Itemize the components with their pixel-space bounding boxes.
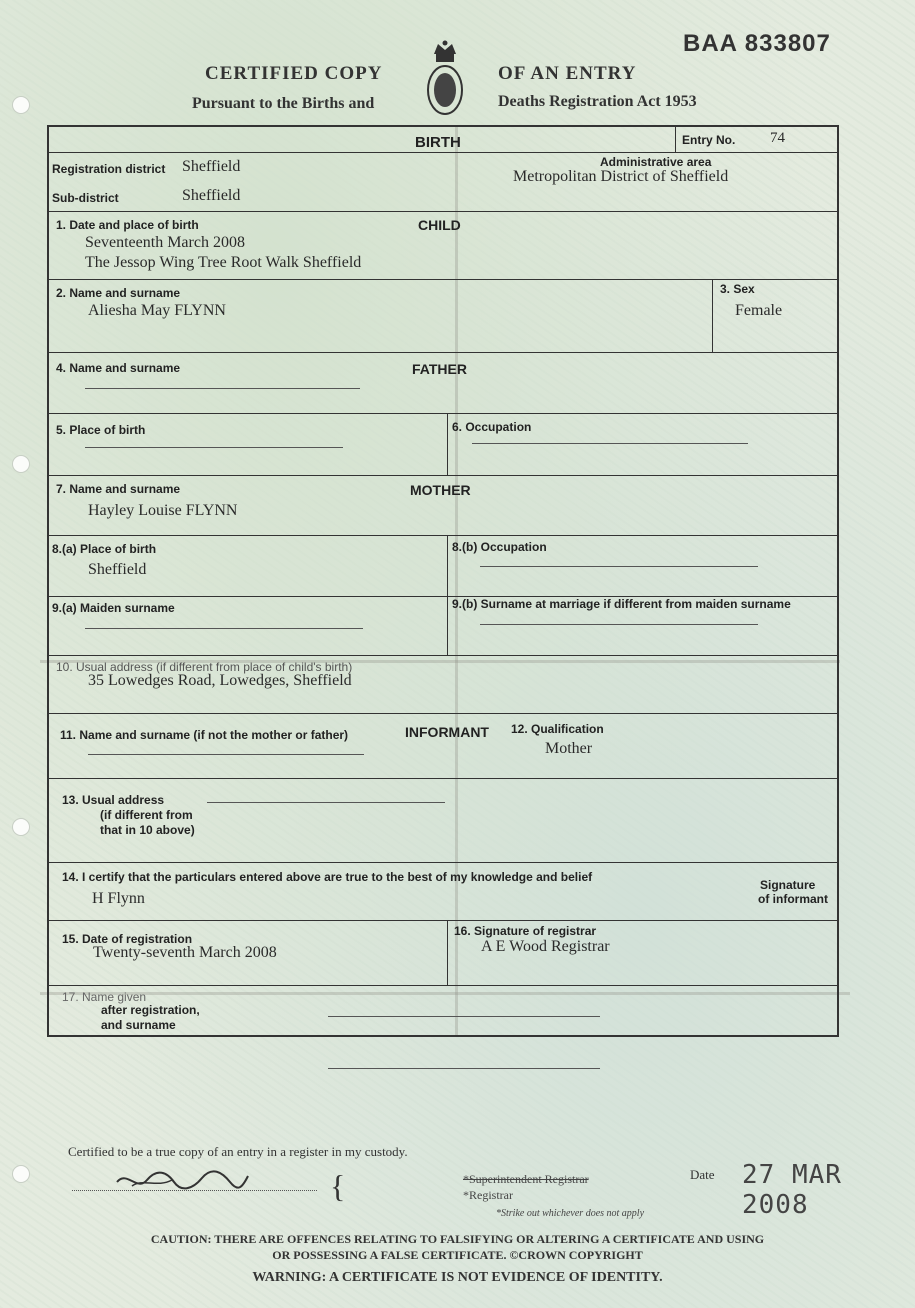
field-10-label: 10. Usual address (if different from place of child's birth) bbox=[56, 660, 353, 674]
caution-line-1: CAUTION: THERE ARE OFFENCES RELATING TO FALSIFYING OR ALTERING A CERTIFICATE AND USING bbox=[150, 1232, 765, 1246]
registrar-option: *Registrar bbox=[463, 1188, 513, 1202]
row-divider bbox=[47, 862, 839, 863]
child-name: Aliesha May FLYNN bbox=[88, 302, 226, 319]
reg-district-label: Registration district bbox=[52, 162, 166, 176]
informant-qualification: Mother bbox=[545, 740, 593, 757]
row-divider bbox=[47, 413, 839, 414]
child-dob: Seventeenth March 2008 bbox=[85, 234, 245, 251]
field-5-label: 5. Place of birth bbox=[56, 423, 146, 437]
blank-line bbox=[85, 388, 360, 389]
sub-district-value: Sheffield bbox=[182, 187, 241, 204]
title-right: OF AN ENTRY bbox=[498, 63, 637, 84]
row-divider bbox=[47, 655, 839, 656]
admin-area-value: Metropolitan District of Sheffield bbox=[513, 168, 729, 185]
date-stamp: 27 MAR 2008 bbox=[742, 1160, 842, 1220]
column-divider bbox=[447, 413, 448, 475]
blank-line bbox=[88, 754, 364, 755]
superintendent-registrar: *Superintendent Registrar bbox=[463, 1172, 589, 1186]
row-divider bbox=[47, 475, 839, 476]
field-4-label: 4. Name and surname bbox=[56, 361, 181, 375]
entry-no-value: 74 bbox=[770, 130, 785, 146]
row-divider bbox=[47, 211, 839, 212]
section-father: FATHER bbox=[412, 361, 467, 377]
registration-date: Twenty-seventh March 2008 bbox=[93, 944, 277, 961]
date-label: Date bbox=[690, 1167, 715, 1182]
row-divider bbox=[47, 279, 839, 280]
sub-district-label: Sub-district bbox=[52, 191, 119, 205]
blank-line bbox=[85, 447, 343, 448]
section-mother: MOTHER bbox=[410, 482, 471, 498]
subtitle-right: Deaths Registration Act 1953 bbox=[498, 93, 697, 110]
serial-number: BAA 833807 bbox=[683, 30, 831, 57]
column-divider bbox=[447, 920, 448, 985]
admin-area-label: Administrative area bbox=[600, 155, 712, 169]
child-sex: Female bbox=[735, 302, 783, 319]
subtitle-left: Pursuant to the Births and bbox=[192, 95, 375, 112]
field-1-label: 1. Date and place of birth bbox=[56, 218, 199, 232]
registrar-signature: A E Wood Registrar bbox=[481, 938, 610, 955]
field-17-label: 17. Name given bbox=[62, 990, 147, 1004]
field-7-label: 7. Name and surname bbox=[56, 482, 181, 496]
field-9b-label: 9.(b) Surname at marriage if different from maiden surname bbox=[452, 597, 791, 611]
reg-district-value: Sheffield bbox=[182, 158, 241, 175]
row-divider bbox=[47, 152, 839, 153]
blank-line bbox=[472, 443, 748, 444]
row-divider bbox=[47, 535, 839, 536]
row-divider bbox=[47, 352, 839, 353]
registrar-signature-scribble-icon bbox=[112, 1168, 252, 1194]
field-13-label: 13. Usual address bbox=[62, 793, 165, 807]
brace: { bbox=[330, 1168, 346, 1204]
section-informant: INFORMANT bbox=[405, 724, 489, 740]
blank-line bbox=[85, 628, 363, 629]
field-3-label: 3. Sex bbox=[720, 282, 755, 296]
field-15-label: 15. Date of registration bbox=[62, 932, 193, 946]
field-13-sub1: (if different from bbox=[100, 808, 193, 822]
usual-address: 35 Lowedges Road, Lowedges, Sheffield bbox=[88, 672, 352, 689]
field-13-sub2: that in 10 above) bbox=[100, 823, 195, 837]
field-17-sub2: and surname bbox=[101, 1018, 176, 1032]
column-divider bbox=[447, 535, 448, 655]
blank-line bbox=[480, 624, 758, 625]
blank-line bbox=[207, 802, 445, 803]
punch-hole bbox=[12, 1165, 30, 1183]
section-child: CHILD bbox=[418, 217, 461, 233]
blank-line bbox=[328, 1016, 600, 1017]
entry-no-label: Entry No. bbox=[682, 133, 736, 147]
field-11-label: 11. Name and surname (if not the mother or father) bbox=[60, 728, 349, 742]
title-left: CERTIFIED COPY bbox=[205, 63, 383, 84]
blank-line bbox=[480, 566, 758, 567]
informant-signature: H Flynn bbox=[92, 890, 145, 907]
row-divider bbox=[47, 778, 839, 779]
caution-line-2: OR POSSESSING A FALSE CERTIFICATE. ©CROWN COPYRIGHT bbox=[272, 1248, 643, 1262]
mother-name: Hayley Louise FLYNN bbox=[88, 502, 238, 519]
mother-place-of-birth: Sheffield bbox=[88, 561, 147, 578]
child-place-of-birth: The Jessop Wing Tree Root Walk Sheffield bbox=[85, 254, 362, 271]
column-divider bbox=[675, 125, 676, 152]
signature-label-2: of informant bbox=[758, 892, 828, 906]
field-14-label: 14. I certify that the particulars entered above are true to the best of my knowledge and belief bbox=[62, 870, 593, 884]
punch-hole bbox=[12, 818, 30, 836]
field-2-label: 2. Name and surname bbox=[56, 286, 181, 300]
field-8a-label: 8.(a) Place of birth bbox=[52, 542, 157, 556]
punch-hole bbox=[12, 455, 30, 473]
field-12-label: 12. Qualification bbox=[511, 722, 604, 736]
strike-note: *Strike out whichever does not apply bbox=[496, 1208, 645, 1219]
punch-hole bbox=[12, 96, 30, 114]
field-17-sub1: after registration, bbox=[101, 1003, 200, 1017]
row-divider bbox=[47, 920, 839, 921]
blank-line bbox=[328, 1068, 600, 1069]
certified-text: Certified to be a true copy of an entry in a register in my custody. bbox=[68, 1144, 408, 1159]
column-divider bbox=[712, 279, 713, 352]
field-9a-label: 9.(a) Maiden surname bbox=[52, 601, 175, 615]
field-8b-label: 8.(b) Occupation bbox=[452, 540, 547, 554]
row-divider bbox=[47, 713, 839, 714]
warning-line: WARNING: A CERTIFICATE IS NOT EVIDENCE OF IDENTITY. bbox=[252, 1270, 663, 1285]
row-divider bbox=[47, 985, 839, 986]
field-16-label: 16. Signature of registrar bbox=[454, 924, 597, 938]
field-6-label: 6. Occupation bbox=[452, 420, 532, 434]
signature-label-1: Signature bbox=[760, 878, 816, 892]
royal-crest-icon bbox=[420, 40, 470, 120]
section-birth: BIRTH bbox=[415, 134, 461, 151]
